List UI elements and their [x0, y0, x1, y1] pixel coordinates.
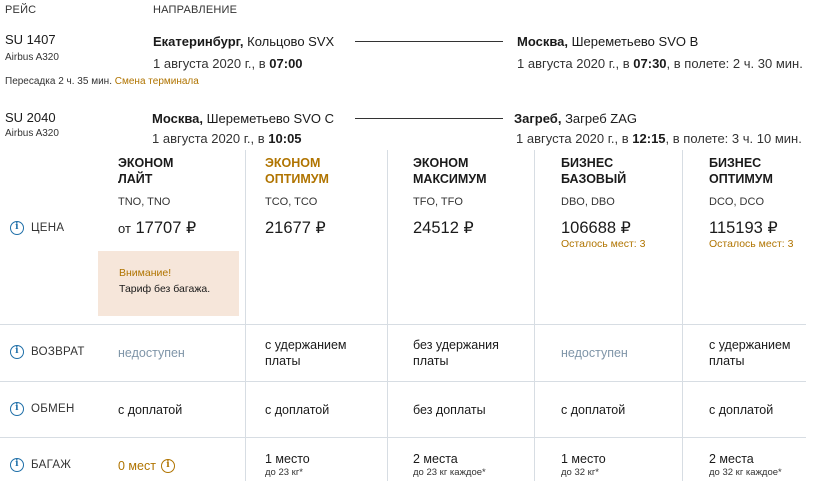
departure-airport: Москва, Шереметьево SVO C [152, 111, 334, 126]
flight-number: SU 1407 [5, 32, 56, 47]
row-divider [0, 437, 806, 438]
flight-column-header: РЕЙС [5, 4, 37, 16]
notice-title: Внимание! [119, 267, 172, 279]
tariff-price[interactable]: 106688 ₽ [561, 219, 631, 237]
departure-datetime: 1 августа 2020 г., в 10:05 [152, 131, 302, 146]
exchange-value: без доплаты [413, 403, 486, 417]
baggage-value: 2 места до 32 кг каждое* [709, 452, 782, 478]
baggage-value: 0 мест i [118, 458, 175, 474]
refund-row-label: i ВОЗВРАТ [10, 345, 85, 359]
route-line-icon [355, 118, 503, 119]
info-icon[interactable]: i [10, 221, 24, 235]
refund-value: с удержанием платы [709, 338, 791, 368]
direction-column-header: НАПРАВЛЕНИЕ [153, 4, 238, 16]
tariff-header-econom-optimum[interactable]: ЭКОНОМ ОПТИМУМ TCO, TCO [265, 156, 329, 208]
aircraft-type: Airbus A320 [5, 52, 59, 63]
baggage-row-label: i БАГАЖ [10, 458, 71, 472]
exchange-value: с доплатой [561, 403, 626, 417]
notice-text: Тариф без багажа. [119, 283, 211, 295]
column-divider [387, 150, 388, 481]
terminal-change-warning: Смена терминала [114, 76, 199, 87]
exchange-value: с доплатой [118, 403, 183, 417]
aircraft-type: Airbus A320 [5, 128, 59, 139]
refund-value: недоступен [561, 346, 628, 360]
route-line-icon [355, 41, 503, 42]
baggage-value: 1 место до 32 кг* [561, 452, 606, 478]
refund-value: недоступен [118, 346, 185, 360]
column-divider [534, 150, 535, 481]
tariff-header-econom-lite[interactable]: ЭКОНОМ ЛАЙТ TNO, TNO [118, 156, 174, 208]
tariff-price[interactable]: 24512 ₽ [413, 219, 474, 237]
row-divider [0, 324, 806, 325]
no-baggage-notice [98, 251, 239, 316]
column-divider [245, 150, 246, 481]
baggage-value: 1 место до 23 кг* [265, 452, 310, 478]
seats-left: Осталось мест: 3 [561, 238, 646, 250]
tariff-price[interactable]: 21677 ₽ [265, 219, 326, 237]
departure-datetime: 1 августа 2020 г., в 07:00 [153, 56, 303, 71]
tariff-header-business-basic[interactable]: БИЗНЕС БАЗОВЫЙ DBO, DBO [561, 156, 627, 208]
flight-number: SU 2040 [5, 110, 56, 125]
transfer-info: Пересадка 2 ч. 35 мин. Смена терминала [5, 76, 199, 87]
tariff-price[interactable]: 115193 ₽ [709, 219, 778, 237]
refund-value: с удержанием платы [265, 338, 347, 368]
arrival-datetime: 1 августа 2020 г., в 07:30, в полете: 2 ч. 30 мин. [517, 56, 803, 71]
arrival-airport: Москва, Шереметьево SVO B [517, 34, 699, 49]
price-row-label: i ЦЕНА [10, 221, 64, 235]
refund-value: без удержания платы [413, 338, 499, 368]
exchange-value: с доплатой [709, 403, 774, 417]
exchange-value: с доплатой [265, 403, 330, 417]
column-divider [682, 150, 683, 481]
info-icon[interactable]: i [10, 458, 24, 472]
info-icon[interactable]: i [10, 345, 24, 359]
info-icon[interactable]: i [10, 402, 24, 416]
tariff-price[interactable]: от 17707 ₽ [118, 219, 197, 237]
departure-airport: Екатеринбург, Кольцово SVX [153, 34, 335, 49]
tariff-header-econom-maximum[interactable]: ЭКОНОМ МАКСИМУМ TFO, TFO [413, 156, 487, 208]
info-icon[interactable]: i [161, 459, 175, 473]
row-divider [0, 381, 806, 382]
arrival-datetime: 1 августа 2020 г., в 12:15, в полете: 3 ч. 10 мин. [516, 131, 802, 146]
baggage-value: 2 места до 23 кг каждое* [413, 452, 486, 478]
arrival-airport: Загреб, Загреб ZAG [514, 111, 637, 126]
seats-left: Осталось мест: 3 [709, 238, 794, 250]
exchange-row-label: i ОБМЕН [10, 402, 75, 416]
tariff-header-business-optimum[interactable]: БИЗНЕС ОПТИМУМ DCO, DCO [709, 156, 773, 208]
